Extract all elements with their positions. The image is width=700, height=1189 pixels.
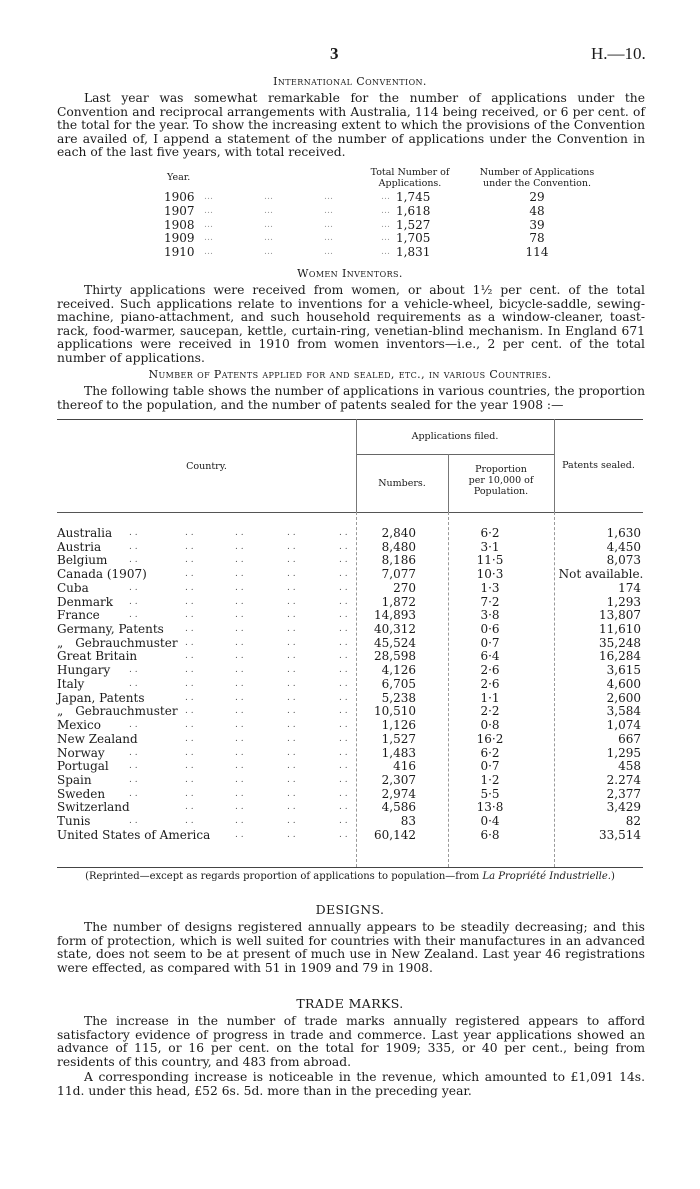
paragraph-trade-marks-2: A corresponding increase is noticeable in the revenue, which amounted to £1,091 14s. 11d. under this head, £52 6s. 5d. more than in the preceding year. — [57, 1070, 645, 1098]
cell-patents-sealed: Not available. — [558, 567, 644, 582]
leader-dots: . . — [287, 720, 296, 731]
leader-dots: . . — [235, 624, 244, 635]
cell-country: Mexico — [57, 718, 101, 733]
cell-patents-sealed: 33,514 — [599, 827, 641, 842]
leader-dots: . . — [129, 747, 138, 758]
leader-dots: . . — [339, 829, 348, 840]
leader-dots: . . — [235, 720, 244, 731]
leader-dots: . . — [339, 582, 348, 593]
section-heading-women-inventors: Women Inventors. — [297, 267, 403, 280]
cell-year: 1908 — [164, 217, 195, 232]
cell-patents-sealed: 11,610 — [599, 622, 641, 637]
table-bottom-rule — [57, 867, 643, 868]
leader-dots: . . — [287, 624, 296, 635]
header-applications-filed: Applications filed. — [411, 431, 499, 442]
section-heading-designs: DESIGNS. — [315, 902, 385, 917]
leader-dots: . . — [287, 541, 296, 552]
cell-proportion: 6·8 — [480, 827, 500, 842]
leader-dots: . . — [235, 802, 244, 813]
leader-dots: . . — [185, 610, 194, 621]
table-top-rule — [57, 419, 643, 420]
leader-dots: . . — [287, 651, 296, 662]
leader-dots: . . — [129, 788, 138, 799]
cell-numbers: 4,586 — [381, 800, 416, 815]
cell-proportion: 1·3 — [480, 580, 500, 595]
cell-proportion: 2·2 — [480, 704, 500, 719]
table-row — [57, 664, 643, 678]
cell-numbers: 1,527 — [381, 731, 416, 746]
header-convention-applications: Number of Applications under the Convention. — [479, 167, 595, 189]
paragraph-trade-marks-1: The increase in the number of trade marks annually registered appears to afford satisfactory evidence of progress in trade and commerce. Last year applications showed an advance of 115, or 16 per cent. on the total for 1909; 335, or 40 per cent., being from residents of this country, and 483 from abroad. — [57, 1014, 645, 1069]
leader-dots: . . — [129, 541, 138, 552]
leader-dots: . . — [287, 555, 296, 566]
leader-dots: . . — [185, 582, 194, 593]
cell-country: Switzerland — [57, 800, 130, 815]
cell-proportion: 0·7 — [480, 635, 500, 650]
cell-patents-sealed: 667 — [618, 731, 641, 746]
cell-country: Spain — [57, 772, 92, 787]
leader-dots: . . — [185, 569, 194, 580]
leader-dots: . . — [339, 692, 348, 703]
table-row — [57, 541, 643, 555]
table-row — [57, 801, 643, 815]
cell-country: Norway — [57, 745, 105, 760]
header-numbers: Numbers. — [378, 478, 426, 489]
document-reference: H.—10. — [591, 44, 646, 63]
leader-dots: . . — [339, 733, 348, 744]
leader-dots: . . — [287, 761, 296, 772]
leader-dots: . . — [235, 692, 244, 703]
leader-dots: . . — [287, 829, 296, 840]
leader-dots: . . — [235, 706, 244, 717]
cell-proportion: 6·2 — [480, 745, 500, 760]
cell-numbers: 10,510 — [374, 704, 416, 719]
leader-dots: . . — [185, 774, 194, 785]
leader-dots: . . — [185, 528, 194, 538]
table-row — [57, 582, 643, 596]
cell-country: Italy — [57, 676, 85, 691]
cell-proportion: 6·2 — [480, 526, 500, 540]
cell-country: Portugal — [57, 759, 109, 774]
leader-dots: . . — [339, 637, 348, 648]
leader-dots: . . — [185, 761, 194, 772]
leader-dots: . . — [185, 733, 194, 744]
leader-dots: . . — [235, 761, 244, 772]
cell-country: Great Britain — [57, 649, 138, 664]
table-row — [57, 678, 643, 692]
leader-dots: . . — [235, 733, 244, 744]
cell-country: Australia — [57, 526, 113, 540]
cell-numbers: 5,238 — [381, 690, 416, 705]
leader-dots: . . — [185, 678, 194, 689]
cell-patents-sealed: 13,807 — [599, 608, 641, 623]
leader-dots: . . — [129, 582, 138, 593]
leader-dots: . . — [287, 596, 296, 607]
table-row — [57, 609, 643, 623]
cell-country: Austria — [57, 539, 102, 554]
cell-convention-applications: 39 — [529, 217, 545, 232]
cell-country: Tunis — [57, 814, 91, 829]
leader-dots: . . — [287, 637, 296, 648]
cell-proportion: 0·4 — [480, 814, 500, 829]
cell-numbers: 83 — [400, 814, 416, 829]
cell-country: France — [57, 608, 100, 623]
leader-dots: . . — [235, 541, 244, 552]
table-row — [57, 568, 643, 582]
cell-country: Germany, Patents — [57, 622, 164, 637]
cell-proportion: 13·8 — [476, 800, 504, 815]
cell-convention-applications: 114 — [525, 245, 549, 260]
leader-dots: . . — [235, 651, 244, 662]
page-number: 3 — [330, 44, 339, 63]
cell-patents-sealed: 1,074 — [606, 718, 641, 733]
leader-dots: . . — [235, 829, 244, 840]
cell-numbers: 40,312 — [374, 622, 416, 637]
cell-patents-sealed: 16,284 — [599, 649, 641, 664]
cell-patents-sealed: 3,615 — [606, 663, 641, 678]
leader-dots: . . — [287, 788, 296, 799]
leader-dots: . . — [235, 555, 244, 566]
cell-numbers: 2,307 — [381, 772, 416, 787]
cell-proportion: 3·8 — [480, 608, 500, 623]
cell-country: Sweden — [57, 786, 106, 801]
leader-dots: . . — [185, 720, 194, 731]
header-patents-sealed: Patents sealed. — [562, 460, 635, 471]
cell-convention-applications: 48 — [529, 203, 545, 218]
paragraph-women-inventors: Thirty applications were received from women, or about 1½ per cent. of the total received. Such applications relate to inventions for a vehicle-wheel, bicycle-saddle, sewing-machine, piano-attachment, and such household requirements as a window-cleaner, toast-rack, food-warmer, saucepan, kettle, curtain-ring, venetian-blind mechanism. In England 671 applications were received in 1910 from women inventors—i.e., 2 per cent. of the total number of applications. — [57, 283, 645, 365]
convention-table-header — [164, 167, 604, 191]
leader-dots: . . — [339, 569, 348, 580]
cell-numbers: 2,840 — [381, 526, 416, 540]
cell-country: „ Gebrauchmuster — [57, 704, 178, 719]
cell-convention-applications: 29 — [529, 190, 545, 204]
cell-numbers: 1,483 — [381, 745, 416, 760]
leader-dots: . . — [235, 637, 244, 648]
cell-numbers: 4,126 — [381, 663, 416, 678]
table-row — [57, 719, 643, 733]
leader-dots: . . — [129, 665, 138, 676]
leader-dots: . . — [339, 555, 348, 566]
leader-dots: . . — [339, 747, 348, 758]
cell-proportion: 0·8 — [480, 718, 500, 733]
header-proportion: Proportion per 10,000 of Population. — [468, 464, 534, 497]
cell-proportion: 6·4 — [480, 649, 500, 664]
leader-dots: . . — [185, 637, 194, 648]
table-row — [57, 760, 643, 774]
cell-proportion: 2·6 — [480, 676, 500, 691]
note-source: La Propriété Industrielle. — [482, 871, 611, 882]
cell-patents-sealed: 2,600 — [606, 690, 641, 705]
leader-dots: . . — [235, 528, 244, 538]
cell-year: 1909 — [164, 231, 195, 246]
cell-proportion: 3·1 — [480, 539, 500, 554]
section-heading-international-convention: International Convention. — [273, 75, 427, 88]
cell-year: 1910 — [164, 245, 195, 260]
cell-proportion: 5·5 — [480, 786, 500, 801]
leader-dots: . . — [235, 665, 244, 676]
leader-dots: . . — [287, 569, 296, 580]
leader-dots: . . — [185, 651, 194, 662]
leader-dots: . . — [185, 692, 194, 703]
paragraph-designs: The number of designs registered annually appears to be steadily decreasing; and this form of protection, which is well suited for countries with their manufactures in an advanced state, does not seem to be at present of much use in New Zealand. Last year 46 registrations were effected, as compared with 51 in 1909 and 79 in 1908. — [57, 920, 645, 975]
leader-dots: . . — [129, 761, 138, 772]
header-year: Year. — [167, 172, 191, 183]
cell-patents-sealed: 4,450 — [606, 539, 641, 554]
leader-dots: . . — [129, 555, 138, 566]
leader-dots: . . — [287, 610, 296, 621]
leader-dots: . . — [339, 678, 348, 689]
note-suffix: ) — [610, 871, 615, 882]
convention-table-row: 1908 … … … … 1,527 39 — [164, 219, 604, 233]
leader-dots: . . — [185, 541, 194, 552]
cell-country: Japan, Patents — [57, 690, 145, 705]
convention-table-row: 1909 … … … … 1,705 78 — [164, 232, 604, 246]
table-row — [57, 623, 643, 637]
cell-proportion: 1·1 — [480, 690, 500, 705]
cell-patents-sealed: 174 — [618, 580, 641, 595]
cell-patents-sealed: 8,073 — [606, 553, 641, 568]
table-source-note — [0, 871, 700, 882]
table-row — [57, 774, 643, 788]
paragraph-patents-countries: The following table shows the number of applications in various countries, the proportion thereof to the population, and the number of patents sealed for the year 1908 :— — [57, 384, 645, 412]
leader-dots: . . — [287, 678, 296, 689]
leader-dots: . . — [339, 651, 348, 662]
leader-dots: . . — [287, 747, 296, 758]
cell-patents-sealed: 1,293 — [606, 594, 641, 609]
leader-dots: . . — [235, 610, 244, 621]
cell-numbers: 28,598 — [374, 649, 416, 664]
cell-country: Hungary — [57, 663, 111, 678]
leader-dots: . . — [129, 816, 138, 827]
table-row — [57, 788, 643, 802]
table-row — [57, 692, 643, 706]
leader-dots: . . — [235, 569, 244, 580]
cell-patents-sealed: 2.274 — [606, 772, 641, 787]
table-row — [57, 637, 643, 651]
table-header-bottom-rule — [57, 512, 643, 513]
table-row — [57, 815, 643, 829]
leader-dots: . . — [339, 706, 348, 717]
cell-country: Cuba — [57, 580, 89, 595]
cell-numbers: 416 — [393, 759, 416, 774]
cell-proportion: 1·2 — [480, 772, 500, 787]
cell-country: Denmark — [57, 594, 113, 609]
leader-dots: . . — [339, 788, 348, 799]
leader-dots: . . — [185, 665, 194, 676]
cell-proportion: 10·3 — [476, 567, 504, 582]
cell-country: „ Gebrauchmuster — [57, 635, 178, 650]
cell-proportion: 16·2 — [476, 731, 504, 746]
leader-dots: . . — [129, 528, 138, 538]
cell-country: Belgium — [57, 553, 108, 568]
cell-patents-sealed: 3,584 — [606, 704, 641, 719]
leader-dots: . . — [235, 816, 244, 827]
leader-dots: . . — [185, 624, 194, 635]
convention-table-row: 1906 … … … … 1,745 29 — [164, 191, 604, 205]
cell-patents-sealed: 458 — [618, 759, 641, 774]
leader-dots: . . — [235, 596, 244, 607]
cell-patents-sealed: 1,630 — [606, 526, 641, 540]
header-total-applications: Total Number of Applications. — [370, 167, 450, 189]
leader-dots: . . — [287, 774, 296, 785]
leader-dots: . . — [339, 802, 348, 813]
section-heading-trade-marks: TRADE MARKS. — [296, 996, 404, 1011]
leader-dots: . . — [129, 596, 138, 607]
note-prefix: (Reprinted—except as regards proportion of applications to population—from — [85, 871, 483, 882]
leader-dots: . . — [339, 541, 348, 552]
cell-numbers: 8,186 — [381, 553, 416, 568]
cell-total-applications: 1,745 — [396, 190, 431, 204]
applications-subheader-rule — [356, 454, 554, 455]
cell-proportion: 0·6 — [480, 622, 500, 637]
leader-dots: . . — [339, 816, 348, 827]
leader-dots: . . — [339, 624, 348, 635]
leader-dots: . . — [339, 761, 348, 772]
cell-numbers: 14,893 — [374, 608, 416, 623]
cell-year: 1907 — [164, 203, 195, 218]
table-row — [57, 747, 643, 761]
cell-patents-sealed: 2,377 — [606, 786, 641, 801]
cell-numbers: 8,480 — [381, 539, 416, 554]
leader-dots: . . — [235, 774, 244, 785]
cell-convention-applications: 78 — [529, 231, 545, 246]
cell-numbers: 60,142 — [374, 827, 416, 842]
table-row — [57, 596, 643, 610]
cell-numbers: 270 — [393, 580, 416, 595]
leader-dots: . . — [129, 678, 138, 689]
header-country: Country. — [186, 461, 227, 472]
section-heading-patents-countries: Number of Patents applied for and sealed, etc., in various Countries. — [148, 368, 552, 381]
leader-dots: . . — [185, 596, 194, 607]
leader-dots: . . — [185, 555, 194, 566]
leader-dots: . . — [287, 802, 296, 813]
leader-dots: . . — [185, 747, 194, 758]
leader-dots: . . — [235, 582, 244, 593]
table-row — [57, 650, 643, 664]
convention-table-body — [164, 191, 604, 260]
leader-dots: . . — [185, 706, 194, 717]
cell-numbers: 1,872 — [381, 594, 416, 609]
table-row — [57, 527, 643, 541]
cell-patents-sealed: 1,295 — [606, 745, 641, 760]
cell-total-applications: 1,705 — [396, 231, 431, 246]
table-row — [57, 705, 643, 719]
cell-country: Canada (1907) — [57, 567, 147, 582]
leader-dots: . . — [185, 788, 194, 799]
cell-total-applications: 1,831 — [396, 245, 431, 260]
leader-dots: . . — [339, 610, 348, 621]
leader-dots: . . — [339, 665, 348, 676]
leader-dots: . . — [287, 816, 296, 827]
table-row — [57, 829, 643, 843]
leader-dots: . . — [129, 610, 138, 621]
cell-proportion: 0·7 — [480, 759, 500, 774]
cell-country: New Zealand — [57, 731, 138, 746]
table-row — [57, 554, 643, 568]
leader-dots: . . — [339, 774, 348, 785]
convention-table-row: 1910 … … … … 1,831 114 — [164, 246, 604, 260]
leader-dots: . . — [235, 678, 244, 689]
convention-table — [164, 167, 604, 260]
leader-dots: . . — [185, 816, 194, 827]
cell-total-applications: 1,618 — [396, 203, 431, 218]
cell-patents-sealed: 35,248 — [599, 635, 641, 650]
leader-dots: . . — [287, 706, 296, 717]
leader-dots: . . — [287, 733, 296, 744]
leader-dots: . . — [339, 528, 348, 538]
cell-country: United States of America — [57, 827, 211, 842]
cell-numbers: 6,705 — [381, 676, 416, 691]
cell-total-applications: 1,527 — [396, 217, 431, 232]
cell-patents-sealed: 82 — [625, 814, 641, 829]
leader-dots: . . — [287, 692, 296, 703]
leader-dots: . . — [339, 596, 348, 607]
leader-dots: . . — [185, 802, 194, 813]
cell-proportion: 7·2 — [480, 594, 500, 609]
leader-dots: . . — [235, 747, 244, 758]
cell-numbers: 45,524 — [374, 635, 416, 650]
convention-table-row: 1907 … … … … 1,618 48 — [164, 205, 604, 219]
cell-year: 1906 — [164, 190, 195, 204]
cell-patents-sealed: 4,600 — [606, 676, 641, 691]
cell-proportion: 2·6 — [480, 663, 500, 678]
cell-numbers: 2,974 — [381, 786, 416, 801]
leader-dots: . . — [287, 582, 296, 593]
leader-dots: . . — [339, 720, 348, 731]
cell-patents-sealed: 3,429 — [606, 800, 641, 815]
leader-dots: . . — [287, 665, 296, 676]
leader-dots: . . — [129, 720, 138, 731]
cell-numbers: 7,077 — [381, 567, 416, 582]
cell-proportion: 11·5 — [476, 553, 504, 568]
column-divider-numbers — [448, 454, 449, 512]
leader-dots: . . — [235, 788, 244, 799]
cell-numbers: 1,126 — [381, 718, 416, 733]
paragraph-international-convention: Last year was somewhat remarkable for the number of applications under the Convention and reciprocal arrangements with Australia, 114 being received, or 6 per cent. of the total for the year. To show the increasing extent to which the provisions of the Convention are availed of, I append a statement of the number of applications under the Convention in each of the last five years, with total received. — [57, 91, 645, 160]
leader-dots: . . — [287, 528, 296, 538]
table-row — [57, 733, 643, 747]
leader-dots: . . — [129, 774, 138, 785]
